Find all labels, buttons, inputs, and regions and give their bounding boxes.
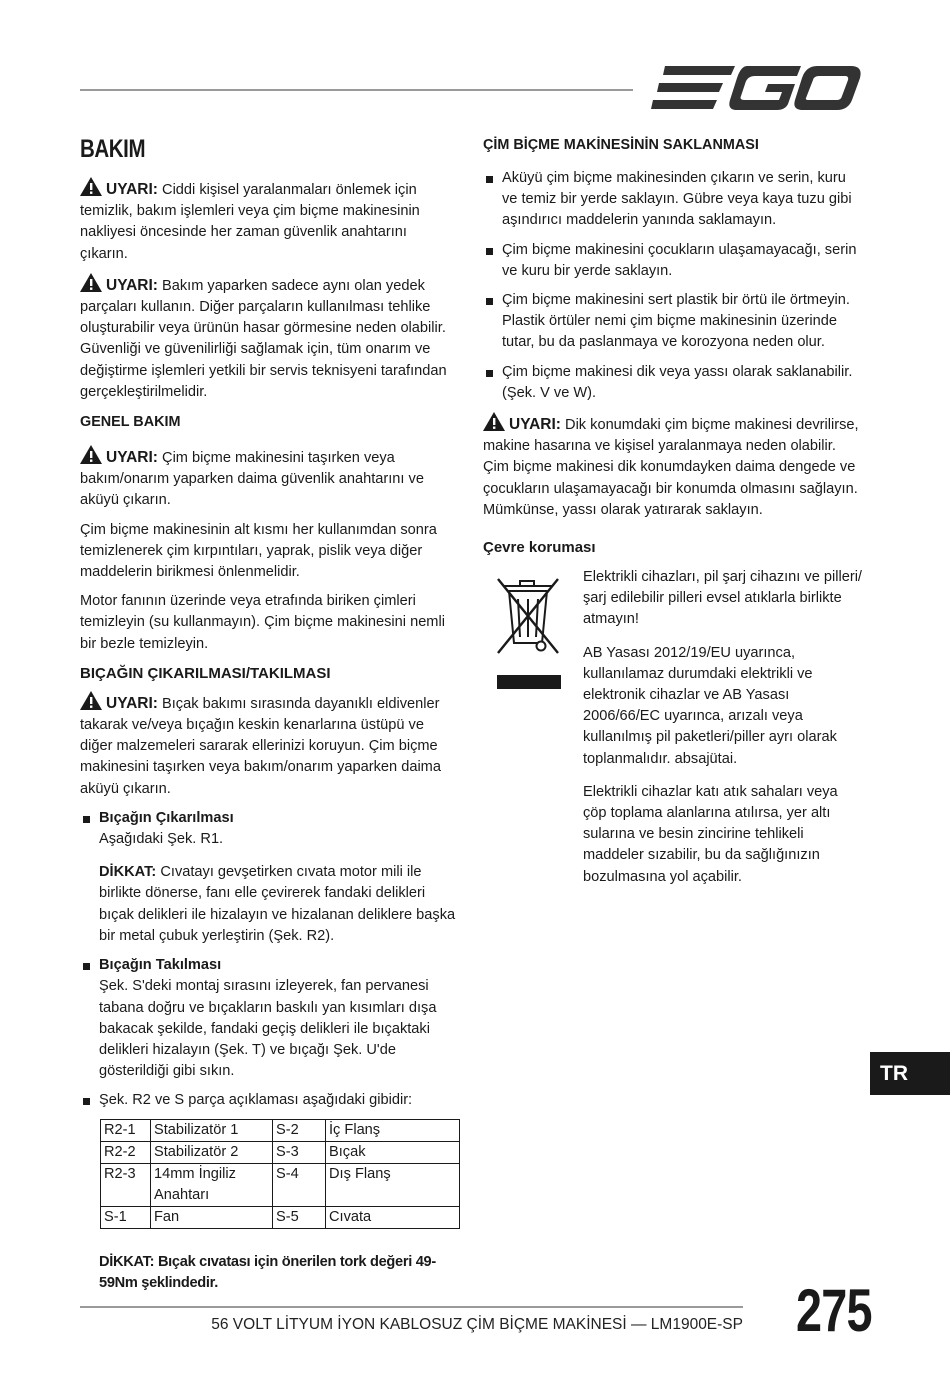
- caution-1: [80, 862, 456, 947]
- parts-table: [100, 1119, 460, 1229]
- table-cell: R2-2: [101, 1141, 151, 1163]
- warning-text: Ciddi kişisel yaralanmaları önlemek için temizlik, bakım işlemleri veya çim biçme makinesinin nakliyesi öncesinde her zaman güvenlik anahtarını çıkarın.: [80, 182, 420, 262]
- environment-heading: Çevre koruması: [483, 539, 596, 557]
- warning-triangle-icon: [80, 445, 102, 464]
- warning-1: [80, 177, 456, 265]
- list-item: [483, 240, 865, 282]
- env-paragraph-1: Elektrikli cihazları, pil şarj cihazını ve pilleri/şarj edilebilir pilleri evsel atıklarla birlikte atmayın!: [583, 569, 862, 628]
- blade-heading: BIÇAĞIN ÇIKARILMASI/TAKILMASI: [80, 664, 331, 682]
- table-cell: 14mm İngiliz Anahtarı: [151, 1163, 273, 1206]
- warning-triangle-icon: [80, 273, 102, 292]
- warning-text: Bakım yaparken sadece aynı olan yedek parçaları kullanın. Diğer parçaların kullanılması tehlike oluşturabilir veya ürünün hasar görmesine neden olabilir. Güvenliği ve güvenilirliği sağlamak için, tüm onarım ve değiştirme işlemleri yetkili bir servis teknisyeni tarafından gerçekleştirilmelidir.: [80, 277, 447, 400]
- fan-cleaning-paragraph: Motor fanının üzerinde veya etrafında biriken çimleri temizleyin (su kullanmayın). Çim biçme makinesini nemli bir bezle temizleyin.: [80, 593, 445, 652]
- table-cell: İç Flanş: [326, 1119, 460, 1141]
- warning-4: [80, 691, 456, 800]
- caution-text: Cıvatayı gevşetirken cıvata motor mili ile birlikte dönerse, fanı elle çevirerek fandaki delikleri bıçak delikleri ile hizalayın ve hizalanan deliklere başka bir metal çubuk yerleştirin (Şek. R2).: [99, 864, 456, 944]
- list-item-text: Çim biçme makinesi dik veya yassı olarak saklanabilir. (Şek. V ve W).: [502, 363, 853, 401]
- warning-label: UYARI:: [106, 276, 158, 294]
- storage-heading: ÇİM BİÇME MAKİNESİNİN SAKLANMASI: [483, 137, 759, 153]
- table-cell: Cıvata: [326, 1206, 460, 1228]
- table-row: [101, 1119, 460, 1141]
- environment-section: [483, 567, 865, 888]
- warning-text: Bıçak bakımı sırasında dayanıklı eldivenler takarak ve/veya bıçağın keskin kenarlarına üstüpü ve diğer malzemeleri sararak ellerinizi koruyun. Çim biçme makinesini taşırken veya bakım/onarım yaparken daima aküyü çıkarın.: [80, 695, 441, 797]
- warning-2: [80, 273, 456, 403]
- table-cell: Dış Flanş: [326, 1163, 460, 1206]
- install-title: Bıçağın Takılması: [99, 957, 222, 974]
- warning-label: UYARI:: [509, 416, 561, 434]
- parts-intro: Şek. R2 ve S parça açıklaması aşağıdaki gibidir:: [99, 1092, 413, 1109]
- warning-label: UYARI:: [106, 694, 158, 712]
- env-paragraph-3: Elektrikli cihazlar katı atık sahaları veya çöp toplama alanlarına atılırsa, yer altı sularına ve besin zincirine tehlikeli maddeler sızabilir, bu da sağlığınızın bozulmasına yol açabilir.: [583, 783, 838, 885]
- table-cell: S-2: [273, 1119, 326, 1141]
- list-item: [483, 168, 865, 232]
- table-cell: S-3: [273, 1141, 326, 1163]
- list-item-text: Çim biçme makinesini sert plastik bir örtü ile örtmeyin. Plastik örtüler nemi çim biçme makinesinin üzerinde tutar, bu da paslanmaya ve korozyona neden olur.: [502, 292, 850, 351]
- warning-triangle-icon: [80, 177, 102, 196]
- list-item-text: Çim biçme makinesini çocukların ulaşamayacağı, serin ve kuru bir yerde saklayın.: [502, 241, 857, 279]
- warning-3: [80, 445, 456, 512]
- page-title: BAKIM: [80, 135, 146, 163]
- table-cell: S-1: [101, 1206, 151, 1228]
- table-cell: R2-1: [101, 1119, 151, 1141]
- weee-symbol: [483, 567, 583, 888]
- storage-warning: [483, 412, 865, 521]
- table-row: [101, 1141, 460, 1163]
- list-item: [483, 290, 865, 354]
- table-row: [101, 1206, 460, 1228]
- warning-text: Çim biçme makinesini taşırken veya bakım/onarım yaparken daima güvenlik anahtarını ve aküyü çıkarın.: [80, 450, 424, 509]
- warning-text: Dik konumdaki çim biçme makinesi devrilirse, makine hasarına ve kişisel yaralanmaya neden olabilir. Çim biçme makinesi dik konumdayken daima dengede ve çocukların ulaşamayacağı bir konumda olmasını sağlayın. Mümkünse, yassı olarak yatırarak saklayın.: [483, 417, 859, 518]
- header-rule: [80, 89, 633, 91]
- list-item: [483, 362, 865, 404]
- warning-triangle-icon: [80, 691, 102, 710]
- env-paragraph-2: AB Yasası 2012/19/EU uyarınca, kullanılamaz durumdaki elektrikli ve elektronik cihazlar ve AB Yasası 2006/66/EC uyarınca, arızalı veya kullanılmış pil paketleri/piller ayrı olarak toplanmalıdır. absajütai.: [583, 644, 837, 767]
- torque-note: DİKKAT: Bıçak cıvatası için önerilen tork değeri 49-59Nm şeklindedir.: [99, 1253, 436, 1291]
- footer-rule: [80, 1306, 743, 1308]
- table-row: [101, 1163, 460, 1206]
- ego-logo: [651, 62, 861, 114]
- table-cell: Bıçak: [326, 1141, 460, 1163]
- install-text: Şek. S'deki montaj sırasını izleyerek, fan pervanesi tabana doğru ve bıçakların baskılı yan kısımları dışa bakacak şekilde, fandaki geçiş delikleri ile bıçaktaki delikleri hizalayın (Şek. T) ve bıçağı Şek. U'de gösterildiği gibi sıkın.: [99, 978, 437, 1080]
- removal-text: Aşağıdaki Şek. R1.: [99, 831, 224, 848]
- general-maintenance-heading: GENEL BAKIM: [80, 414, 181, 431]
- parts-intro-item: [80, 1090, 456, 1111]
- removal-item: [80, 808, 456, 850]
- table-cell: S-4: [273, 1163, 326, 1206]
- warning-label: UYARI:: [106, 181, 158, 198]
- crossed-bin-icon: [490, 573, 564, 699]
- table-cell: Fan: [151, 1206, 273, 1228]
- warning-triangle-icon: [483, 412, 505, 431]
- right-column: [483, 134, 865, 888]
- list-item-text: Aküyü çim biçme makinesinden çıkarın ve serin, kuru ve temiz bir yerde saklayın. Gübre veya kaya tuzu gibi aşındırıcı maddelerin yanında saklamayın.: [502, 170, 852, 229]
- install-item: [80, 955, 456, 1082]
- environment-text: [583, 567, 865, 888]
- left-column: [80, 134, 456, 1294]
- table-cell: S-5: [273, 1206, 326, 1228]
- table-cell: Stabilizatör 1: [151, 1119, 273, 1141]
- table-cell: R2-3: [101, 1163, 151, 1206]
- page-number: 275: [796, 1277, 872, 1344]
- footer-title: 56 VOLT LİTYUM İYON KABLOSUZ ÇİM BİÇME MAKİNESİ — LM1900E-SP: [211, 1316, 743, 1333]
- warning-label: UYARI:: [106, 449, 158, 467]
- table-cell: Stabilizatör 2: [151, 1141, 273, 1163]
- cleaning-paragraph: Çim biçme makinesinin alt kısmı her kullanımdan sonra temizlenerek çim kırpıntıları, yaprak, pislik veya diğer maddelerin birikmesi önlenmelidir.: [80, 521, 437, 581]
- removal-title: Bıçağın Çıkarılması: [99, 809, 234, 826]
- caution-label: DİKKAT:: [99, 864, 157, 881]
- language-tab: TR: [870, 1052, 950, 1095]
